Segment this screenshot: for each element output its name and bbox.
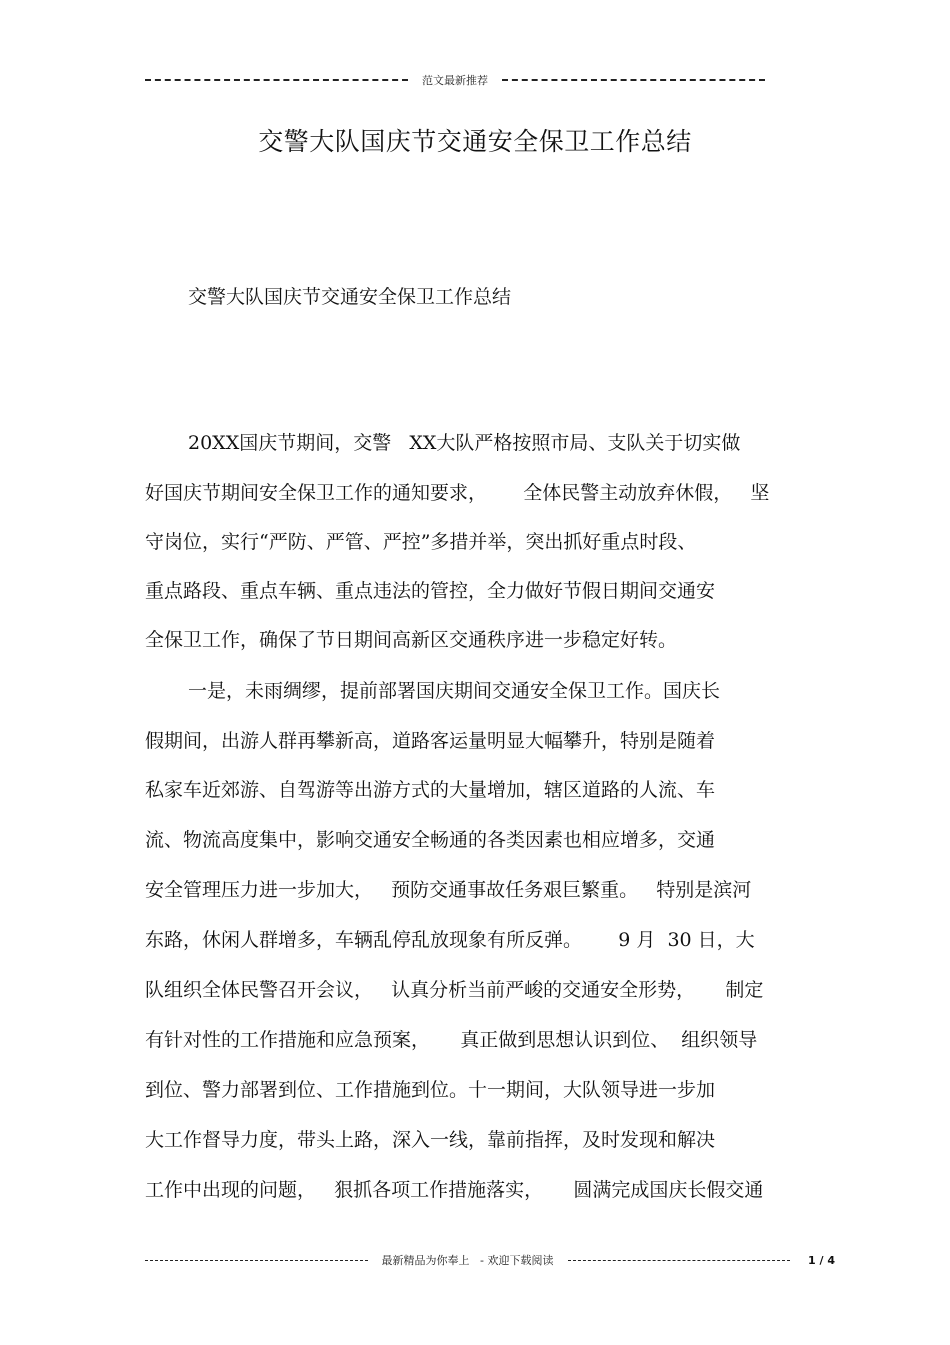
page-header: [145, 70, 765, 90]
header-label: 范文最新推荐: [422, 74, 488, 87]
body-line: 全保卫工作，确保了节日期间高新区交通秩序进一步稳定好转。: [145, 629, 678, 651]
body-line: 大工作督导力度，带头上路，深入一线，靠前指挥，及时发现和解决: [145, 1129, 716, 1151]
body-line: 重点路段、重点车辆、重点违法的管控，全力做好节假日期间交通安: [145, 580, 716, 602]
document-title: 交警大队国庆节交通安全保卫工作总结: [258, 127, 692, 156]
body-line: 一是，未雨绸缪，提前部署国庆期间交通安全保卫工作。国庆长: [188, 680, 721, 702]
body-line: 队组织全体民警召开会议， 认真分析当前严峻的交通安全形势， 制定: [145, 979, 764, 1001]
body-line: 私家车近郊游、自驾游等出游方式的大量增加，辖区道路的人流、车: [145, 779, 716, 801]
page-footer: [145, 1250, 835, 1270]
body-line: 好国庆节期间安全保卫工作的通知要求， 全体民警主动放弃休假， 坚: [145, 482, 770, 504]
footer-label: 最新精品为你奉上 - 欢迎下载阅读: [381, 1254, 554, 1267]
body-line: 有针对性的工作措施和应急预案， 真正做到思想认识到位、 组织领导: [145, 1029, 758, 1051]
body-line: 安全管理压力进一步加大， 预防交通事故任务艰巨繁重。 特别是滨河: [145, 879, 752, 901]
body-line: 东路，休闲人群增多，车辆乱停乱放现象有所反弹。 9 月 30 日，大: [145, 929, 755, 951]
page-number: 1 / 4: [808, 1253, 836, 1267]
document-subtitle: 交警大队国庆节交通安全保卫工作总结: [188, 286, 512, 308]
body-line: 工作中出现的问题， 狠抓各项工作措施落实， 圆满完成国庆长假交通: [145, 1179, 764, 1201]
header-dash-left: [145, 79, 408, 81]
header-dash-right: [502, 79, 765, 81]
body-line: 假期间，出游人群再攀新高，道路客运量明显大幅攀升，特别是随着: [145, 730, 716, 752]
body-line: 守岗位，实行“严防、严管、严控”多措并举，突出抓好重点时段、: [145, 531, 697, 553]
footer-dash-right: [568, 1260, 791, 1261]
body-line: 流、物流高度集中，影响交通安全畅通的各类因素也相应增多，交通: [145, 829, 716, 851]
body-line: 20XX国庆节期间，交警 XX大队严格按照市局、支队关于切实做: [188, 432, 741, 454]
body-line: 到位、警力部署到位、工作措施到位。十一期间，大队领导进一步加: [145, 1079, 716, 1101]
footer-dash-left: [145, 1260, 368, 1261]
